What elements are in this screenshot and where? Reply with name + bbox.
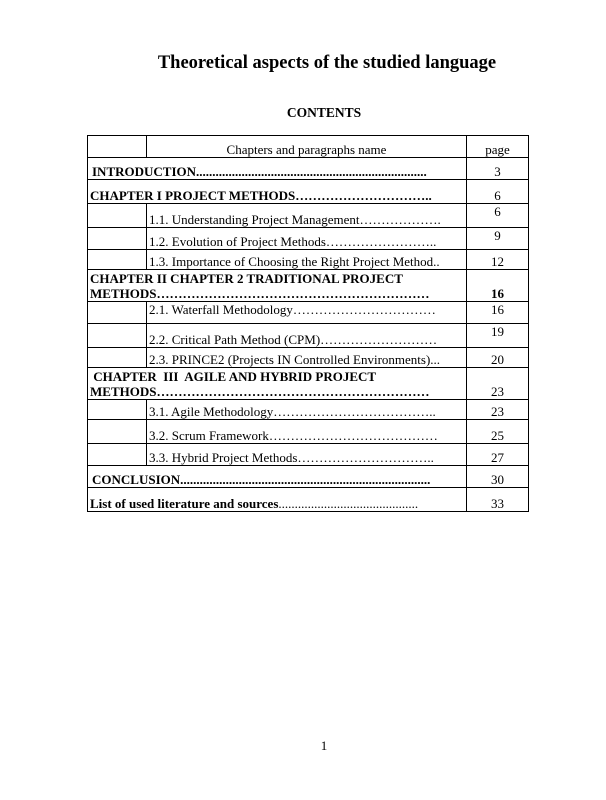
toc-row-chapter-2 — [88, 270, 529, 302]
toc-entry-chapter-1: CHAPTER I PROJECT METHODS………………………….. — [88, 180, 467, 204]
header-empty-cell — [88, 136, 147, 158]
indent-cell — [88, 420, 147, 444]
toc-entry-chapter-3 — [88, 368, 467, 400]
toc-page-chapter-1: 6 — [467, 180, 529, 204]
toc-page-1-1: 6 — [467, 204, 529, 228]
table-header-row — [88, 136, 529, 158]
toc-entry-3-1: 3.1. Agile Methodology……………………………….. — [147, 400, 467, 420]
toc-entry-2-2: 2.2. Critical Path Method (CPM)……………………… — [147, 324, 467, 348]
toc-entry-chapter-3-line2: METHODS……………………………………………………… — [90, 384, 430, 399]
table-of-contents — [87, 135, 529, 512]
page-number: 1 — [320, 738, 328, 753]
toc-page-3-3: 27 — [467, 444, 529, 466]
toc-row-2-1 — [88, 302, 529, 324]
toc-entry-chapter-2 — [88, 270, 467, 302]
toc-entry-1-2: 1.2. Evolution of Project Methods…………………….. — [147, 228, 467, 250]
indent-cell — [88, 348, 147, 368]
toc-page-conclusion: 30 — [467, 466, 529, 488]
indent-cell — [88, 324, 147, 348]
toc-row-chapter-1 — [88, 180, 529, 204]
indent-cell — [88, 400, 147, 420]
toc-page-chapter-2: 16 — [467, 270, 529, 302]
toc-page-2-1: 16 — [467, 302, 529, 324]
contents-heading: CONTENTS — [286, 105, 362, 120]
header-name-cell: Chapters and paragraphs name — [147, 136, 467, 158]
toc-entry-introduction: INTRODUCTION....................................................................... — [88, 158, 467, 180]
document-title: Theoretical aspects of the studied language — [157, 53, 497, 73]
toc-entry-1-3: 1.3. Importance of Choosing the Right Project Method.. — [147, 250, 467, 270]
indent-cell — [88, 204, 147, 228]
toc-entry-literature-label: List of used literature and sources — [90, 496, 279, 511]
indent-cell — [88, 444, 147, 466]
toc-page-2-3: 20 — [467, 348, 529, 368]
toc-entry-1-1: 1.1. Understanding Project Management………………. — [147, 204, 467, 228]
indent-cell — [88, 302, 147, 324]
toc-row-1-3 — [88, 250, 529, 270]
toc-entry-3-2: 3.2. Scrum Framework………………………………… — [147, 420, 467, 444]
toc-row-conclusion — [88, 466, 529, 488]
toc-row-3-1 — [88, 400, 529, 420]
toc-row-chapter-3 — [88, 368, 529, 400]
toc-row-2-2 — [88, 324, 529, 348]
toc-entry-2-1: 2.1. Waterfall Methodology…………………………… — [147, 302, 467, 324]
toc-entry-literature-dots: ........................................... — [278, 496, 419, 511]
toc-row-2-3 — [88, 348, 529, 368]
indent-cell — [88, 250, 147, 270]
toc-entry-conclusion: CONCLUSION............................................................................. — [88, 466, 467, 488]
toc-page-3-1: 23 — [467, 400, 529, 420]
toc-entry-literature — [88, 488, 467, 512]
toc-page-literature: 33 — [467, 488, 529, 512]
toc-row-introduction — [88, 158, 529, 180]
toc-page-introduction: 3 — [467, 158, 529, 180]
toc-page-chapter-3: 23 — [467, 368, 529, 400]
toc-page-1-2: 9 — [467, 228, 529, 250]
toc-entry-2-3: 2.3. PRINCE2 (Projects IN Controlled Environments)... — [147, 348, 467, 368]
toc-row-1-2 — [88, 228, 529, 250]
toc-row-3-2 — [88, 420, 529, 444]
toc-entry-chapter-2-line2: METHODS……………………………………………………… — [90, 286, 430, 301]
toc-page-2-2: 19 — [467, 324, 529, 348]
toc-page-1-3: 12 — [467, 250, 529, 270]
toc-page-3-2: 25 — [467, 420, 529, 444]
toc-row-3-3 — [88, 444, 529, 466]
toc-entry-chapter-2-line1: CHAPTER II CHAPTER 2 TRADITIONAL PROJECT — [90, 271, 403, 286]
toc-entry-3-3: 3.3. Hybrid Project Methods………………………….. — [147, 444, 467, 466]
indent-cell — [88, 228, 147, 250]
toc-entry-chapter-3-line1: CHAPTER III AGILE AND HYBRID PROJECT — [90, 369, 377, 384]
header-page-cell: page — [467, 136, 529, 158]
toc-row-literature — [88, 488, 529, 512]
toc-row-1-1 — [88, 204, 529, 228]
